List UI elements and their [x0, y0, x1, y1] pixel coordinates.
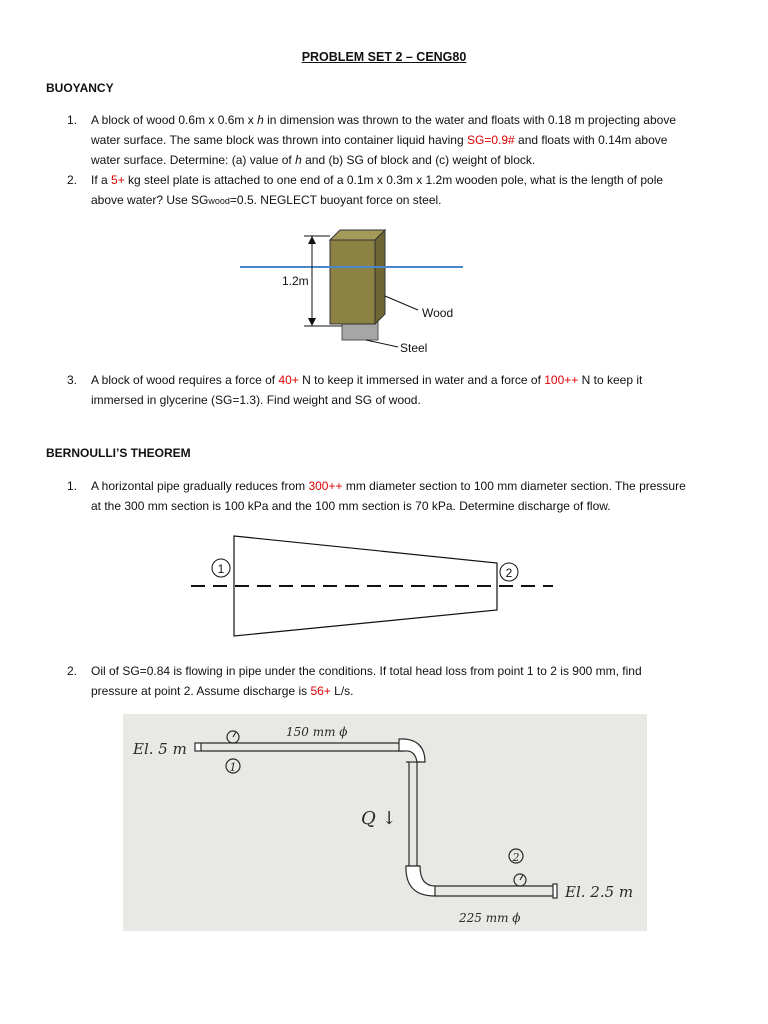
buoyancy-problem-3: A block of wood requires a force of 40+ N to keep it immersed in water and a force of 100++ N to keep it immersed in glycerine (SG=1.3). Find weight and SG of wood.	[91, 373, 643, 407]
arrow-head	[308, 236, 316, 244]
wood-top	[330, 230, 385, 240]
variable-value: SG=0.9#	[466, 133, 515, 147]
variable-value: 5+	[111, 173, 125, 187]
problem-number: 1.	[67, 479, 78, 493]
buoyancy-problem-1: A block of wood 0.6m x 0.6m x h in dimension was thrown to the water and floats with 0.18 m projecting above water surface. The same block was thrown into container liquid having SG=0.9# and floats with 0.14m above water surface. Determine: (a) value of h and (b) SG of block and (c) weight of block.	[91, 113, 676, 167]
wood-label: Wood	[422, 306, 454, 320]
pole-diagram	[230, 218, 490, 358]
diameter-bottom-label: 225 mm ϕ	[459, 911, 521, 925]
section-heading-bernoulli: BERNOULLI’S THEOREM	[46, 446, 191, 460]
pipe-photo	[123, 714, 647, 931]
page-title: PROBLEM SET 2 – CENG80	[301, 50, 467, 64]
elevation-top-label: El. 5 m	[133, 740, 187, 758]
problem-number: 2.	[67, 664, 78, 678]
arrow-head	[308, 318, 316, 326]
svg-text:1: 1	[217, 562, 225, 576]
point-label-2: 2	[512, 851, 520, 864]
bernoulli-problem-2: Oil of SG=0.84 is flowing in pipe under the conditions. If total head loss from point 1 to 2 is 900 mm, find pressure at point 2. Assume discharge is 56+ L/s.	[91, 664, 642, 698]
point-label-1: 1	[229, 761, 237, 774]
problem-number: 2.	[67, 173, 78, 187]
elevation-bottom-label: El. 2.5 m	[565, 883, 634, 901]
reducer-diagram	[185, 530, 560, 640]
dimension-label: 1.2m	[282, 274, 309, 288]
problem-number: 3.	[67, 373, 78, 387]
steel-label: Steel	[400, 341, 428, 355]
wood-block	[330, 240, 375, 324]
problem-number: 1.	[67, 113, 78, 127]
wood-side	[375, 230, 385, 324]
diameter-top-label: 150 mm ϕ	[286, 725, 348, 739]
buoyancy-problem-2: If a 5+ kg steel plate is attached to one end of a 0.1m x 0.3m x 1.2m wooden pole, what is the length of pole above water? Use SGwood=0.5. NEGLECT buoyant force on steel.	[91, 173, 664, 207]
variable-value: 56+	[310, 684, 331, 698]
svg-text:2: 2	[505, 566, 513, 580]
variable-value: 40+	[278, 373, 299, 387]
bernoulli-problem-1: A horizontal pipe gradually reduces from 300++ mm diameter section to 100 mm diameter section. The pressure at the 300 mm section is 100 kPa and the 100 mm section is 70 kPa. Determine discharge of flow.	[91, 479, 686, 513]
steel-plate	[342, 322, 378, 340]
section-heading-buoyancy: BUOYANCY	[46, 81, 114, 95]
flow-label: Q ↓	[361, 808, 397, 829]
variable-value: 100++	[544, 373, 579, 387]
variable-value: 300++	[308, 479, 343, 493]
